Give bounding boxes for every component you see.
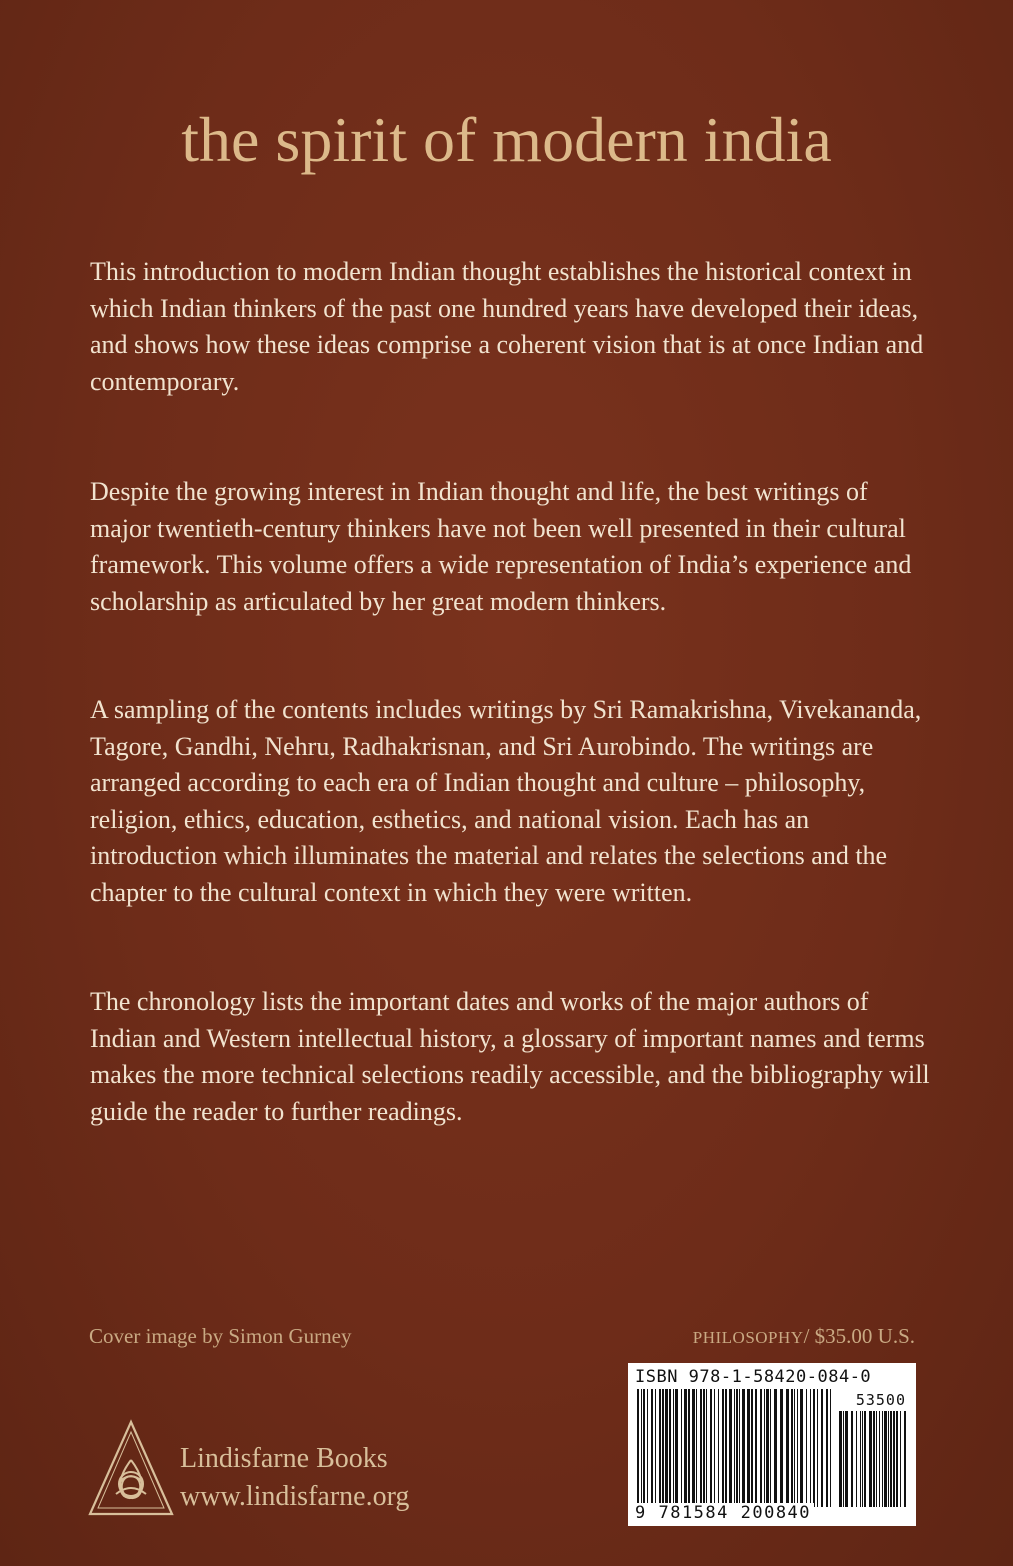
barcode-bar: [806, 1389, 807, 1507]
barcode-bar: [766, 1389, 769, 1507]
barcode-bar: [813, 1389, 815, 1507]
barcode-bar: [817, 1389, 818, 1507]
barcode-addon-bar: [876, 1411, 877, 1507]
cover-image-credit: Cover image by Simon Gurney: [89, 1324, 352, 1348]
barcode-bar: [681, 1389, 682, 1507]
barcode-addon-code: 53500: [855, 1391, 906, 1409]
barcode-bar: [643, 1389, 645, 1507]
barcode-addon-bar: [860, 1411, 861, 1507]
barcode-bar: [692, 1389, 695, 1507]
barcode-bar: [821, 1389, 823, 1507]
book-title: the spirit of modern india: [181, 104, 832, 175]
description-paragraph-3: A sampling of the contents includes writings by Sri Ramakrishna, Vivekananda, Tagore, Gandhi, Nehru, Radhakrisnan, and Sri Aurobindo. The writings are arranged according to each era of Indian thought and culture – philosophy, religion, ethics, education, esthetics, and national vision. Each has an introduction which illuminates the material and relates the selections and the chapter to the cultural context in which they were written.: [90, 695, 922, 907]
barcode-addon-bar: [864, 1411, 866, 1507]
isbn-barcode: [628, 1363, 916, 1526]
category-label: PHILOSOPHY: [692, 1328, 804, 1347]
description-paragraph-4: The chronology lists the important dates and works of the major authors of Indian and Western intellectual history, a glossary of important names and terms makes the more technical selections readily accessible, and the bibliography will guide the reader to further readings.: [90, 987, 930, 1126]
barcode-bar: [718, 1389, 719, 1507]
barcode-addon-bar: [882, 1411, 883, 1507]
barcode-bar: [655, 1389, 656, 1507]
barcode-addon-bar: [851, 1411, 853, 1507]
barcode-addon-bar: [873, 1411, 875, 1507]
isbn-label: ISBN 978-1-58420-084-0: [635, 1367, 872, 1387]
barcode-bar: [734, 1389, 735, 1507]
barcode-bar: [826, 1389, 828, 1507]
barcode-bar: [647, 1389, 648, 1507]
barcode-bar: [637, 1389, 639, 1507]
barcode-bar: [797, 1389, 798, 1507]
barcode-bar: [700, 1389, 702, 1507]
publisher-url: www.lindisfarne.org: [180, 1481, 410, 1512]
barcode-addon-bar: [856, 1411, 857, 1507]
barcode-bar: [747, 1389, 750, 1507]
barcode-addon-bar: [904, 1411, 906, 1507]
barcode-addon-bar: [900, 1411, 901, 1507]
barcode-bar: [710, 1389, 712, 1507]
barcode-addon-bar: [888, 1411, 889, 1507]
barcode-addon-bar: [896, 1411, 898, 1507]
barcode-bar: [742, 1389, 745, 1507]
description-paragraph-2: Despite the growing interest in Indian thought and life, the best writings of major twentieth-century thinkers have not been well presented in their cultural framework. This volume offers a wide representation of India’s experience and scholarship as articulated by her great modern thinkers.: [90, 477, 912, 616]
barcode-addon-bar: [893, 1411, 895, 1507]
barcode-bar: [780, 1389, 783, 1507]
triquetra-triangle-logo-icon: [86, 1418, 176, 1518]
barcode-bar: [706, 1389, 707, 1507]
barcode-bar: [760, 1389, 762, 1507]
barcode-bar: [725, 1389, 727, 1507]
barcode-addon-bar: [869, 1411, 872, 1507]
barcode-bar: [764, 1389, 765, 1507]
barcode-addon-bar: [879, 1411, 880, 1507]
barcode-bar: [665, 1389, 668, 1507]
barcode-bar: [800, 1389, 803, 1507]
barcode-bar: [786, 1389, 789, 1507]
barcode-bar: [810, 1389, 811, 1507]
publisher-name: Lindisfarne Books: [180, 1443, 388, 1474]
barcode-bar: [673, 1389, 674, 1507]
barcode-bar: [703, 1389, 705, 1507]
price-label: / $35.00 U.S.: [803, 1324, 915, 1348]
barcode-bar: [651, 1389, 653, 1507]
barcode-bar: [684, 1389, 687, 1507]
barcode-bar: [830, 1389, 831, 1507]
barcode-bar: [774, 1389, 777, 1507]
barcode-bar: [729, 1389, 732, 1507]
barcode-addon-bar: [862, 1411, 863, 1507]
barcode-bar: [675, 1389, 678, 1507]
description-paragraph-1: This introduction to modern Indian thought establishes the historical context in which Indian thinkers of the past one hundred years have developed their ideas, and shows how these ideas comprise a coherent vision that is at once Indian and contemporary.: [90, 257, 924, 396]
barcode-addon-bar: [839, 1411, 842, 1507]
barcode-bar: [736, 1389, 738, 1507]
barcode-bar: [669, 1389, 671, 1507]
barcode-addon-bar: [890, 1411, 892, 1507]
barcode-number: 9 781584 200840: [635, 1503, 814, 1523]
barcode-bar: [751, 1389, 753, 1507]
barcode-bar: [770, 1389, 771, 1507]
barcode-bar: [722, 1389, 724, 1507]
barcode-bar: [688, 1389, 690, 1507]
barcode-bar: [755, 1389, 757, 1507]
barcode-bar: [794, 1389, 795, 1507]
barcode-addon-bar: [884, 1411, 887, 1507]
barcode-bar: [659, 1389, 661, 1507]
barcode-bar: [662, 1389, 664, 1507]
barcode-bar: [696, 1389, 697, 1507]
barcode-addon-bar: [845, 1411, 848, 1507]
category-price: [693, 1324, 915, 1349]
barcode-bar: [739, 1389, 740, 1507]
barcode-bar: [641, 1389, 642, 1507]
barcode-bar: [714, 1389, 715, 1507]
barcode-bar: [791, 1389, 793, 1507]
barcode-addon-bar: [843, 1411, 844, 1507]
